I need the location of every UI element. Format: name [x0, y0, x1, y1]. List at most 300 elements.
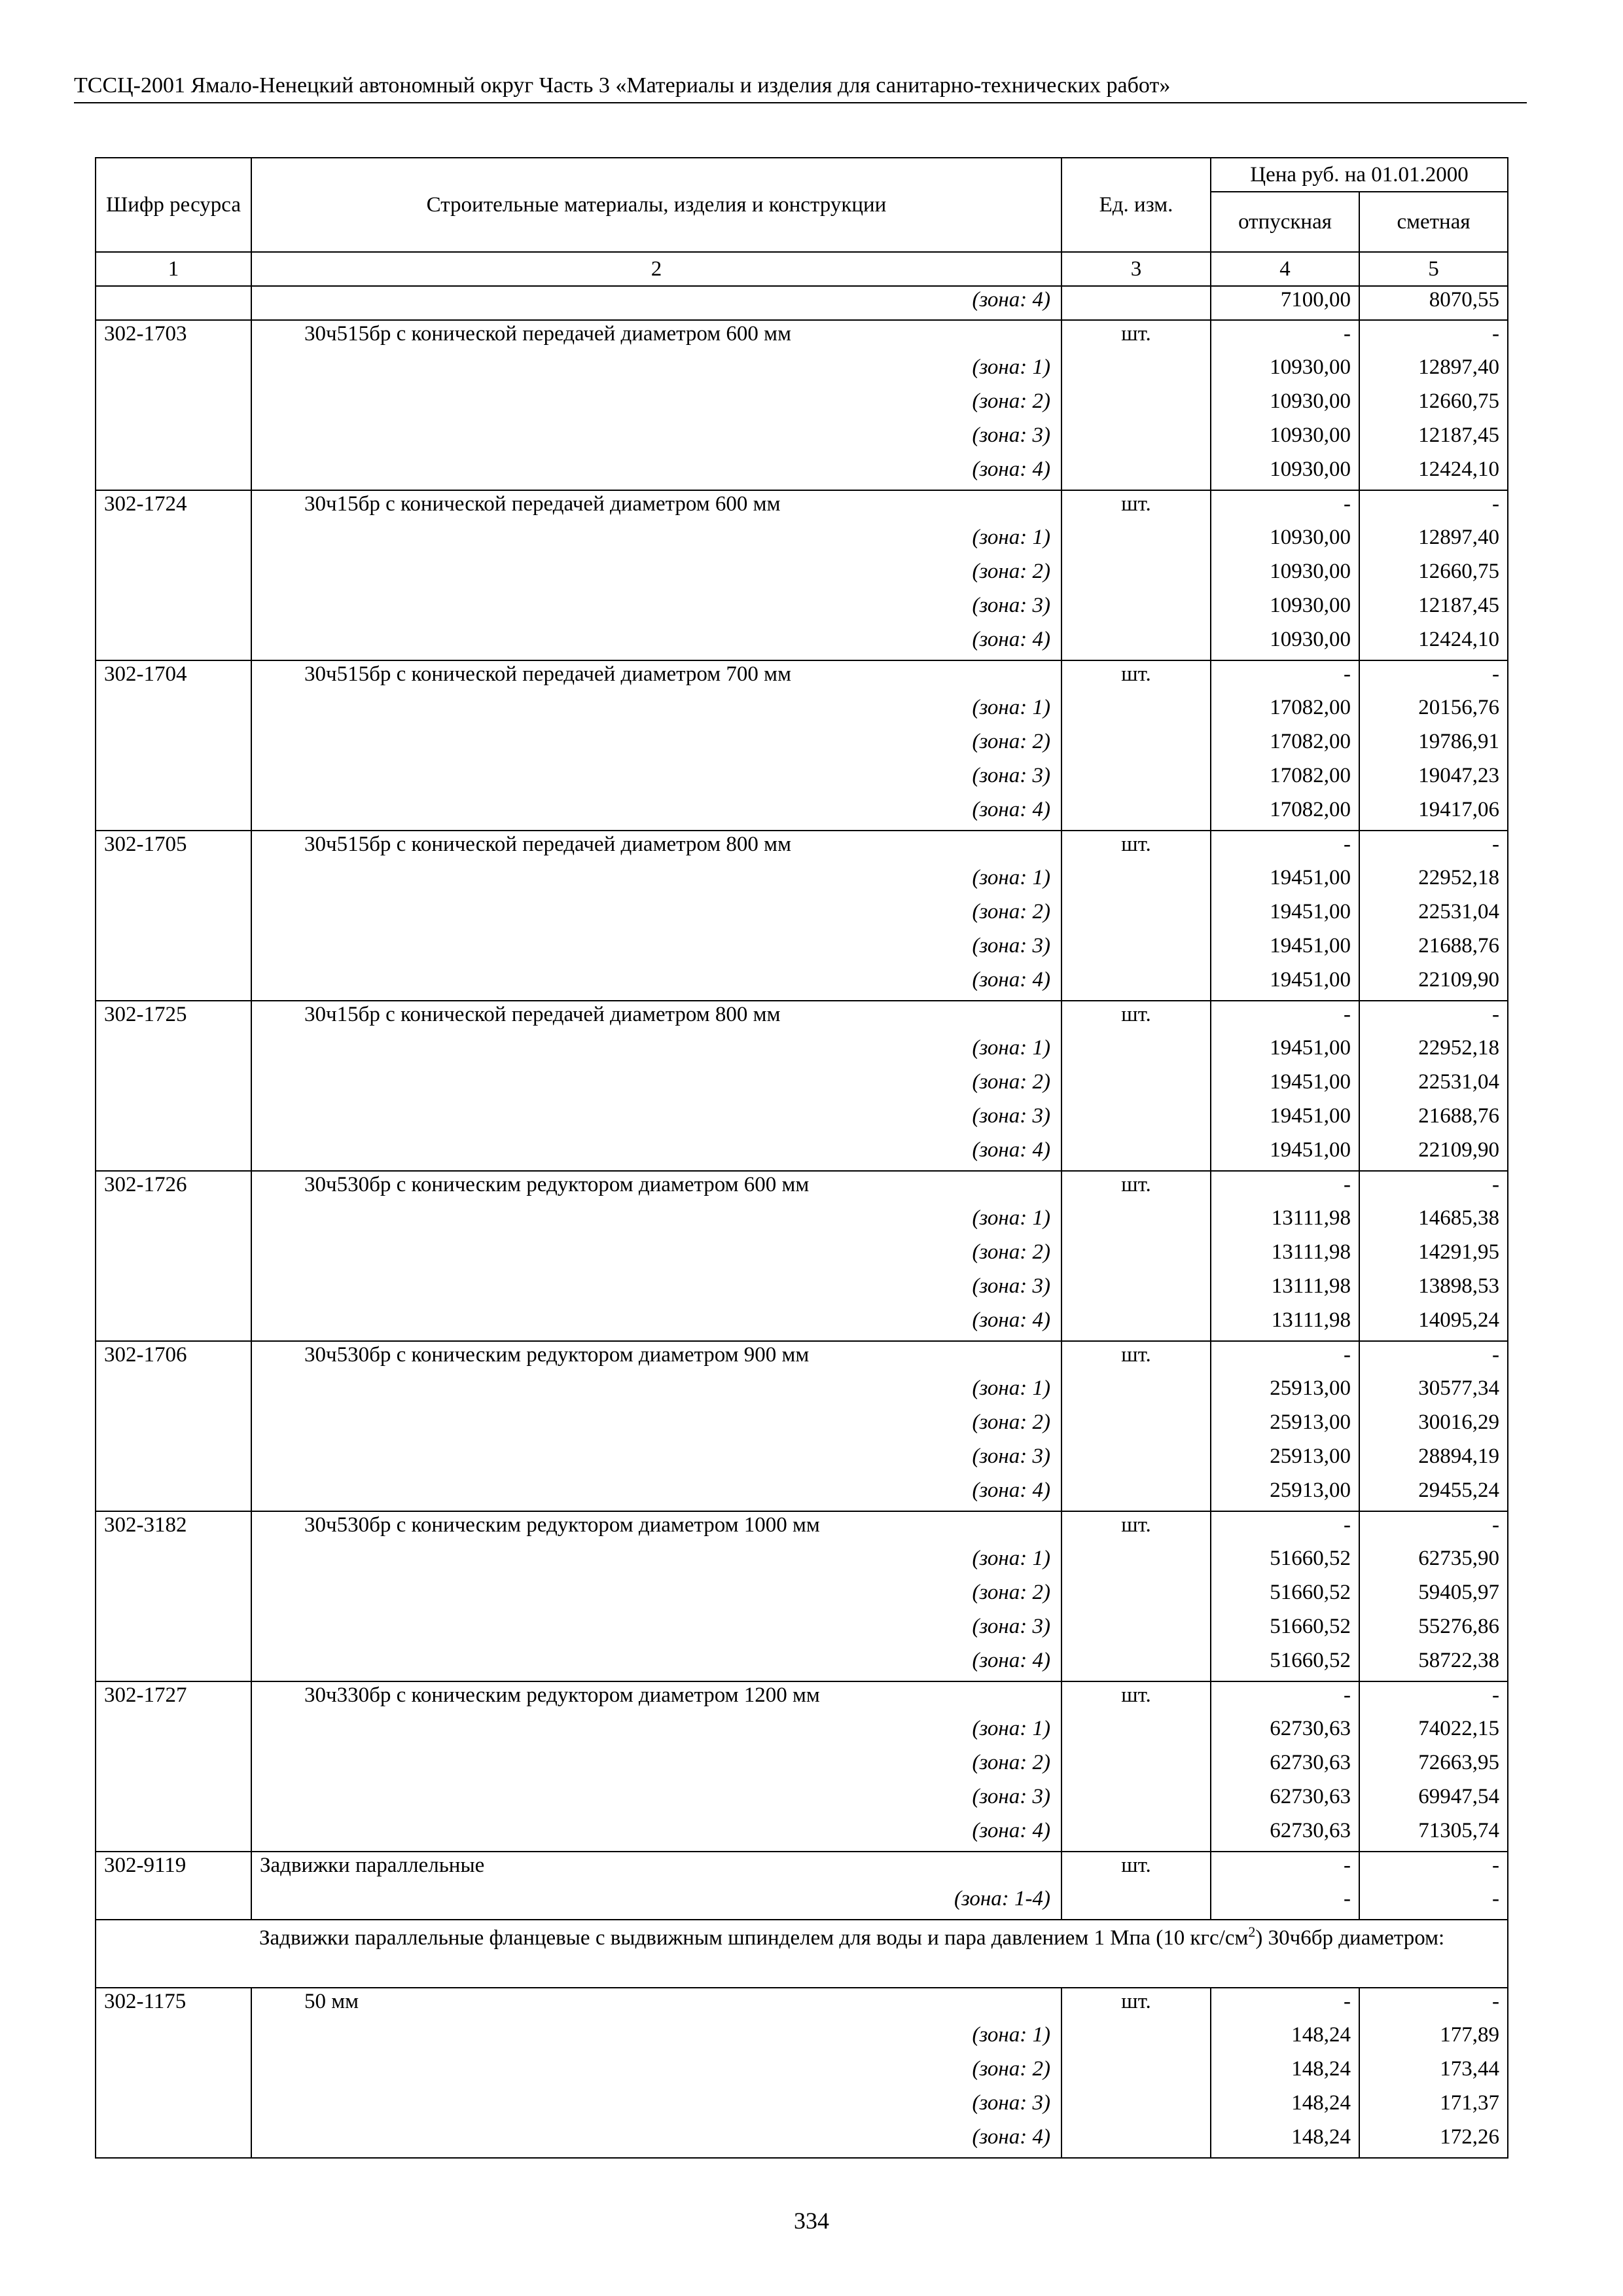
cell-estimate-price: 22109,90: [1359, 1137, 1508, 1171]
cell-estimate-price: 12897,40: [1359, 354, 1508, 388]
cell-release-price: 19451,00: [1211, 899, 1359, 933]
cell-unit: [1061, 286, 1211, 320]
note-superscript: 2: [1248, 1924, 1256, 1940]
cell-release-price: 25913,00: [1211, 1375, 1359, 1409]
cell-estimate-price: -: [1359, 320, 1508, 354]
cell-code: 302-1705: [96, 831, 251, 865]
cell-estimate-price: 22952,18: [1359, 1035, 1508, 1069]
cell-estimate-price: 19417,06: [1359, 797, 1508, 831]
page-number: 334: [794, 2208, 829, 2234]
cell-release-price: 19451,00: [1211, 1137, 1359, 1171]
table-row: [96, 490, 1508, 524]
cell-estimate-price: 173,44: [1359, 2056, 1508, 2090]
cell-release-price: 19451,00: [1211, 1069, 1359, 1103]
cell-estimate-price: 55276,86: [1359, 1613, 1508, 1647]
cell-release-price: 10930,00: [1211, 456, 1359, 490]
cell-unit: [1061, 2124, 1211, 2158]
cell-code: 302-1704: [96, 660, 251, 694]
zone-row: [96, 728, 1508, 762]
cell-code: [96, 1613, 251, 1647]
cell-code: 302-9119: [96, 1852, 251, 1886]
cell-unit: шт.: [1061, 1681, 1211, 1715]
cell-unit: [1061, 1375, 1211, 1409]
cell-code: [96, 2056, 251, 2090]
column-number: 5: [1359, 252, 1508, 286]
cell-code: [96, 1749, 251, 1784]
cell-zone: (зона: 2): [251, 1069, 1061, 1103]
zone-row: [96, 1307, 1508, 1341]
cell-unit: [1061, 2022, 1211, 2056]
zone-row: [96, 1239, 1508, 1273]
cell-estimate-price: 29455,24: [1359, 1477, 1508, 1511]
cell-unit: [1061, 1749, 1211, 1784]
cell-code: [96, 1307, 251, 1341]
cell-estimate-price: 12424,10: [1359, 626, 1508, 660]
cell-estimate-price: 59405,97: [1359, 1579, 1508, 1613]
zone-row: [96, 592, 1508, 626]
cell-zone: (зона: 1): [251, 1715, 1061, 1749]
table-row: [96, 1511, 1508, 1545]
cell-unit: [1061, 762, 1211, 797]
cell-code: [96, 2124, 251, 2158]
cell-estimate-price: -: [1359, 1511, 1508, 1545]
column-number: 3: [1061, 252, 1211, 286]
cell-release-price: 13111,98: [1211, 1205, 1359, 1239]
table-header: [96, 158, 1508, 286]
cell-code: [96, 1239, 251, 1273]
cell-release-price: -: [1211, 1171, 1359, 1205]
cell-estimate-price: 12897,40: [1359, 524, 1508, 558]
cell-estimate-price: 21688,76: [1359, 933, 1508, 967]
cell-code: [96, 1069, 251, 1103]
zone-row: [96, 1715, 1508, 1749]
column-number: 4: [1211, 252, 1359, 286]
cell-zone: (зона: 4): [251, 2124, 1061, 2158]
cell-code: 302-1724: [96, 490, 251, 524]
cell-unit: шт.: [1061, 1988, 1211, 2022]
zone-row: [96, 1477, 1508, 1511]
cell-estimate-price: 177,89: [1359, 2022, 1508, 2056]
table-row: [96, 1988, 1508, 2022]
cell-estimate-price: -: [1359, 1001, 1508, 1035]
cell-code: [96, 1273, 251, 1307]
cell-zone: (зона: 4): [251, 1477, 1061, 1511]
zone-row: [96, 2090, 1508, 2124]
zone-row: [96, 1443, 1508, 1477]
cell-unit: [1061, 1443, 1211, 1477]
zone-row: [96, 626, 1508, 660]
cell-release-price: 51660,52: [1211, 1545, 1359, 1579]
cell-name: 30ч530бр с коническим редуктором диаметром 1000 мм: [251, 1511, 1061, 1545]
cell-unit: [1061, 933, 1211, 967]
cell-unit: [1061, 899, 1211, 933]
cell-code: [96, 899, 251, 933]
cell-release-price: -: [1211, 1341, 1359, 1375]
cell-release-price: 17082,00: [1211, 762, 1359, 797]
cell-unit: [1061, 524, 1211, 558]
price-table-container: [95, 157, 1508, 2159]
cell-release-price: -: [1211, 831, 1359, 865]
zone-row: [96, 2124, 1508, 2158]
cell-code: [96, 933, 251, 967]
column-number: 1: [96, 252, 251, 286]
cell-zone: (зона: 2): [251, 2056, 1061, 2090]
cell-estimate-price: 12424,10: [1359, 456, 1508, 490]
cell-code: [96, 1818, 251, 1852]
cell-unit: [1061, 1477, 1211, 1511]
cell-zone: (зона: 2): [251, 1749, 1061, 1784]
cell-release-price: 25913,00: [1211, 1409, 1359, 1443]
cell-name: 30ч530бр с коническим редуктором диаметром 900 мм: [251, 1341, 1061, 1375]
cell-release-price: -: [1211, 1988, 1359, 2022]
cell-zone: (зона: 2): [251, 558, 1061, 592]
cell-unit: [1061, 1137, 1211, 1171]
cell-zone: (зона: 3): [251, 1613, 1061, 1647]
cell-release-price: 10930,00: [1211, 388, 1359, 422]
cell-release-price: 7100,00: [1211, 286, 1359, 320]
cell-zone: (зона: 1): [251, 524, 1061, 558]
cell-zone: (зона: 3): [251, 1103, 1061, 1137]
cell-zone: (зона: 1): [251, 1545, 1061, 1579]
zone-row: [96, 388, 1508, 422]
page-header: ТССЦ-2001 Ямало-Ненецкий автономный округ Часть 3 «Материалы и изделия для санитарно-технических работ»: [74, 72, 1527, 103]
cell-unit: [1061, 1545, 1211, 1579]
cell-name: 30ч515бр с конической передачей диаметром 700 мм: [251, 660, 1061, 694]
cell-estimate-price: 19786,91: [1359, 728, 1508, 762]
cell-release-price: 13111,98: [1211, 1273, 1359, 1307]
cell-release-price: -: [1211, 1511, 1359, 1545]
zone-row: [96, 694, 1508, 728]
note-text: Задвижки параллельные фланцевые с выдвижным шпинделем для воды и пара давлением 1 Мпа (10 кгс/см: [259, 1926, 1249, 1950]
cell-code: 302-1725: [96, 1001, 251, 1035]
cell-release-price: 19451,00: [1211, 865, 1359, 899]
cell-unit: [1061, 967, 1211, 1001]
cell-estimate-price: -: [1359, 1886, 1508, 1920]
cell-estimate-price: 12187,45: [1359, 592, 1508, 626]
cell-estimate-price: 14095,24: [1359, 1307, 1508, 1341]
zone-row: [96, 1035, 1508, 1069]
cell-code: [96, 1035, 251, 1069]
column-header-price-group: Цена руб. на 01.01.2000: [1211, 158, 1508, 192]
cell-release-price: 62730,63: [1211, 1715, 1359, 1749]
zone-row: [96, 1749, 1508, 1784]
cell-estimate-price: 14291,95: [1359, 1239, 1508, 1273]
cell-name: 30ч15бр с конической передачей диаметром 600 мм: [251, 490, 1061, 524]
cell-name: 30ч515бр с конической передачей диаметром 600 мм: [251, 320, 1061, 354]
cell-unit: [1061, 422, 1211, 456]
zone-row: [96, 1545, 1508, 1579]
cell-estimate-price: -: [1359, 1681, 1508, 1715]
zone-row: [96, 933, 1508, 967]
table-row: [96, 1852, 1508, 1886]
zone-row: [96, 1375, 1508, 1409]
cell-code: [96, 1477, 251, 1511]
cell-estimate-price: 71305,74: [1359, 1818, 1508, 1852]
cell-code: [96, 1375, 251, 1409]
cell-estimate-price: -: [1359, 490, 1508, 524]
cell-code: [96, 762, 251, 797]
cell-code: [96, 728, 251, 762]
cell-estimate-price: 62735,90: [1359, 1545, 1508, 1579]
cell-code: [96, 1647, 251, 1681]
cell-zone: (зона: 3): [251, 1784, 1061, 1818]
cell-release-price: -: [1211, 1852, 1359, 1886]
cell-release-price: 25913,00: [1211, 1443, 1359, 1477]
cell-release-price: 10930,00: [1211, 354, 1359, 388]
cell-estimate-price: 21688,76: [1359, 1103, 1508, 1137]
cell-estimate-price: -: [1359, 1341, 1508, 1375]
cell-estimate-price: 30577,34: [1359, 1375, 1508, 1409]
cell-unit: шт.: [1061, 1341, 1211, 1375]
cell-code: [96, 1545, 251, 1579]
zone-row: [96, 1579, 1508, 1613]
column-header-name: Строительные материалы, изделия и конструкции: [251, 158, 1061, 252]
zone-row: [96, 1886, 1508, 1920]
cell-unit: [1061, 797, 1211, 831]
cell-code: [96, 2022, 251, 2056]
zone-row: [96, 558, 1508, 592]
cell-name: 30ч515бр с конической передачей диаметром 800 мм: [251, 831, 1061, 865]
cell-code: [96, 558, 251, 592]
cell-estimate-price: 172,26: [1359, 2124, 1508, 2158]
cell-release-price: 10930,00: [1211, 524, 1359, 558]
cell-code: [96, 1784, 251, 1818]
zone-row: [96, 797, 1508, 831]
cell-unit: [1061, 592, 1211, 626]
cell-release-price: 17082,00: [1211, 694, 1359, 728]
cell-unit: [1061, 694, 1211, 728]
cell-code: [96, 354, 251, 388]
cell-zone: (зона: 1): [251, 1375, 1061, 1409]
cell-release-price: 10930,00: [1211, 558, 1359, 592]
cell-unit: [1061, 1103, 1211, 1137]
cell-release-price: -: [1211, 660, 1359, 694]
cell-zone: (зона: 3): [251, 933, 1061, 967]
cell-release-price: -: [1211, 1886, 1359, 1920]
cell-estimate-price: 22531,04: [1359, 1069, 1508, 1103]
cell-unit: [1061, 456, 1211, 490]
zone-row: [96, 1818, 1508, 1852]
cell-unit: шт.: [1061, 490, 1211, 524]
cell-code: 302-1727: [96, 1681, 251, 1715]
cell-estimate-price: 28894,19: [1359, 1443, 1508, 1477]
cell-unit: [1061, 865, 1211, 899]
cell-estimate-price: 12187,45: [1359, 422, 1508, 456]
cell-release-price: 51660,52: [1211, 1647, 1359, 1681]
cell-code: [96, 694, 251, 728]
cell-release-price: -: [1211, 490, 1359, 524]
cell-code: 302-1706: [96, 1341, 251, 1375]
cell-estimate-price: 13898,53: [1359, 1273, 1508, 1307]
cell-release-price: 62730,63: [1211, 1749, 1359, 1784]
cell-zone: (зона: 4): [251, 797, 1061, 831]
cell-unit: [1061, 1613, 1211, 1647]
cell-zone: (зона: 1-4): [251, 1886, 1061, 1920]
zone-row: [96, 967, 1508, 1001]
cell-unit: шт.: [1061, 1171, 1211, 1205]
cell-zone: (зона: 4): [251, 286, 1061, 320]
zone-row: [96, 524, 1508, 558]
cell-code: [96, 286, 251, 320]
cell-release-price: -: [1211, 1681, 1359, 1715]
cell-release-price: 148,24: [1211, 2124, 1359, 2158]
cell-code: 302-1175: [96, 1988, 251, 2022]
cell-unit: [1061, 1069, 1211, 1103]
cell-code: [96, 967, 251, 1001]
cell-zone: (зона: 4): [251, 1647, 1061, 1681]
cell-zone: (зона: 4): [251, 1137, 1061, 1171]
cell-unit: [1061, 1409, 1211, 1443]
cell-release-price: 25913,00: [1211, 1477, 1359, 1511]
cell-unit: шт.: [1061, 1852, 1211, 1886]
cell-unit: [1061, 1239, 1211, 1273]
cell-unit: [1061, 354, 1211, 388]
cell-code: [96, 1137, 251, 1171]
cell-code: [96, 2090, 251, 2124]
cell-code: [96, 797, 251, 831]
table-row: [96, 1171, 1508, 1205]
cell-release-price: 19451,00: [1211, 1103, 1359, 1137]
price-table: [95, 157, 1508, 2159]
cell-release-price: 62730,63: [1211, 1818, 1359, 1852]
cell-unit: [1061, 1579, 1211, 1613]
cell-zone: (зона: 3): [251, 762, 1061, 797]
cell-estimate-price: 74022,15: [1359, 1715, 1508, 1749]
cell-code: [96, 626, 251, 660]
cell-code: [96, 1409, 251, 1443]
cell-release-price: 51660,52: [1211, 1579, 1359, 1613]
cell-estimate-price: 8070,55: [1359, 286, 1508, 320]
cell-code: [96, 865, 251, 899]
cell-unit: [1061, 1273, 1211, 1307]
cell-release-price: 148,24: [1211, 2056, 1359, 2090]
cell-estimate-price: -: [1359, 1988, 1508, 2022]
table-row: [96, 1681, 1508, 1715]
cell-estimate-price: 69947,54: [1359, 1784, 1508, 1818]
cell-unit: [1061, 1818, 1211, 1852]
cell-unit: [1061, 388, 1211, 422]
zone-row: [96, 286, 1508, 320]
cell-release-price: 17082,00: [1211, 728, 1359, 762]
cell-unit: [1061, 1205, 1211, 1239]
cell-unit: шт.: [1061, 1511, 1211, 1545]
cell-release-price: 148,24: [1211, 2090, 1359, 2124]
cell-estimate-price: 12660,75: [1359, 558, 1508, 592]
section-note: [251, 1920, 1508, 1988]
cell-code: [96, 524, 251, 558]
cell-code: 302-3182: [96, 1511, 251, 1545]
table-row: [96, 831, 1508, 865]
cell-unit: [1061, 1035, 1211, 1069]
cell-unit: [1061, 1715, 1211, 1749]
cell-unit: шт.: [1061, 320, 1211, 354]
cell-name: 50 мм: [251, 1988, 1061, 2022]
zone-row: [96, 1137, 1508, 1171]
cell-zone: (зона: 4): [251, 967, 1061, 1001]
cell-zone: (зона: 1): [251, 354, 1061, 388]
cell-zone: (зона: 2): [251, 899, 1061, 933]
cell-unit: [1061, 1647, 1211, 1681]
table-row: [96, 320, 1508, 354]
cell-name: 30ч15бр с конической передачей диаметром 800 мм: [251, 1001, 1061, 1035]
column-header-estimate: сметная: [1359, 192, 1508, 252]
cell-estimate-price: -: [1359, 1171, 1508, 1205]
cell-unit: шт.: [1061, 831, 1211, 865]
cell-release-price: 17082,00: [1211, 797, 1359, 831]
cell-estimate-price: 22531,04: [1359, 899, 1508, 933]
zone-row: [96, 865, 1508, 899]
cell-unit: [1061, 626, 1211, 660]
cell-zone: (зона: 4): [251, 1307, 1061, 1341]
cell-name: 30ч530бр с коническим редуктором диаметром 600 мм: [251, 1171, 1061, 1205]
cell-code: [96, 456, 251, 490]
cell-zone: (зона: 4): [251, 1818, 1061, 1852]
cell-zone: (зона: 4): [251, 626, 1061, 660]
cell-unit: шт.: [1061, 660, 1211, 694]
cell-unit: [1061, 2056, 1211, 2090]
zone-row: [96, 2056, 1508, 2090]
cell-release-price: 62730,63: [1211, 1784, 1359, 1818]
column-header-code: Шифр ресурса: [96, 158, 251, 252]
cell-unit: [1061, 2090, 1211, 2124]
cell-code: [96, 1715, 251, 1749]
cell-zone: (зона: 2): [251, 388, 1061, 422]
cell-release-price: 13111,98: [1211, 1239, 1359, 1273]
cell-zone: (зона: 2): [251, 728, 1061, 762]
cell-zone: (зона: 3): [251, 592, 1061, 626]
cell-zone: (зона: 2): [251, 1409, 1061, 1443]
table-row: [96, 1001, 1508, 1035]
cell-code: [96, 1443, 251, 1477]
zone-row: [96, 354, 1508, 388]
cell-unit: шт.: [1061, 1001, 1211, 1035]
cell-zone: (зона: 2): [251, 1239, 1061, 1273]
cell-unit: [1061, 1307, 1211, 1341]
zone-row: [96, 1205, 1508, 1239]
column-header-unit: Ед. изм.: [1061, 158, 1211, 252]
note-text: ) 30ч6бр диаметром:: [1255, 1926, 1445, 1950]
cell-estimate-price: 22109,90: [1359, 967, 1508, 1001]
cell-estimate-price: 19047,23: [1359, 762, 1508, 797]
cell-code: [96, 1886, 251, 1920]
cell-zone: (зона: 1): [251, 694, 1061, 728]
cell-release-price: 51660,52: [1211, 1613, 1359, 1647]
cell-code: [96, 1579, 251, 1613]
cell-name: 30ч330бр с коническим редуктором диаметром 1200 мм: [251, 1681, 1061, 1715]
cell-estimate-price: 12660,75: [1359, 388, 1508, 422]
cell-estimate-price: -: [1359, 1852, 1508, 1886]
cell-release-price: 13111,98: [1211, 1307, 1359, 1341]
cell-release-price: 19451,00: [1211, 933, 1359, 967]
cell-release-price: 10930,00: [1211, 626, 1359, 660]
table-row: [96, 660, 1508, 694]
cell-zone: (зона: 1): [251, 1205, 1061, 1239]
cell-estimate-price: 72663,95: [1359, 1749, 1508, 1784]
column-number: 2: [251, 252, 1061, 286]
cell-unit: [1061, 1886, 1211, 1920]
zone-row: [96, 1647, 1508, 1681]
cell-code: [96, 388, 251, 422]
cell-estimate-price: 14685,38: [1359, 1205, 1508, 1239]
cell-estimate-price: 20156,76: [1359, 694, 1508, 728]
cell-release-price: 148,24: [1211, 2022, 1359, 2056]
column-header-release: отпускная: [1211, 192, 1359, 252]
cell-zone: (зона: 3): [251, 1443, 1061, 1477]
cell-code: [96, 592, 251, 626]
zone-row: [96, 422, 1508, 456]
zone-row: [96, 762, 1508, 797]
zone-row: [96, 1613, 1508, 1647]
